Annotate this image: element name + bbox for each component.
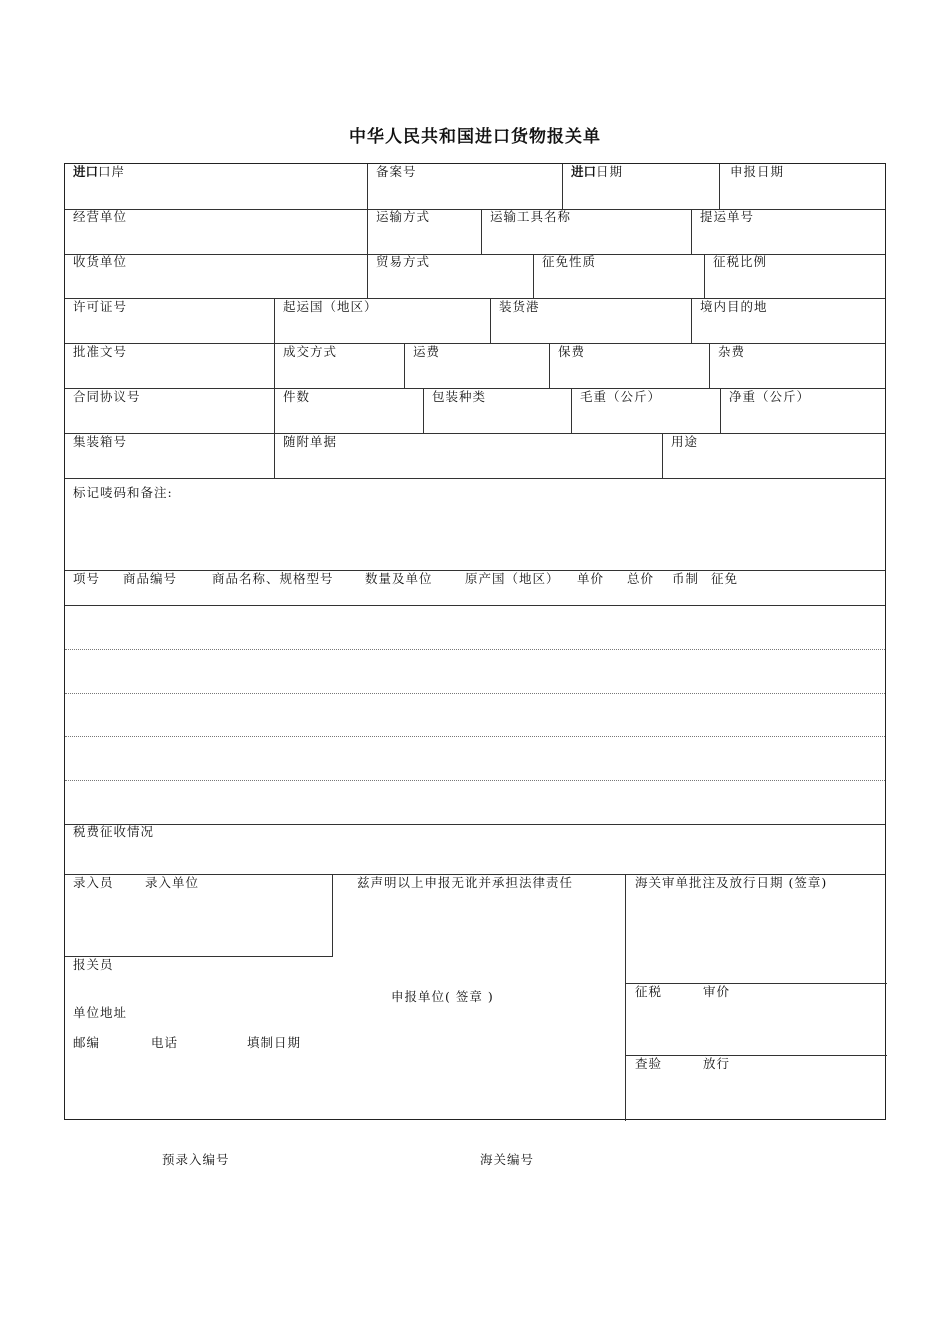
cell-divider <box>274 298 275 343</box>
goods-name-header: 商品名称、规格型号 <box>212 571 334 586</box>
cell-divider <box>367 209 368 254</box>
row-divider <box>65 209 885 210</box>
misc-fee-label: 杂费 <box>718 344 746 359</box>
entry-unit-label: 录入单位 <box>145 875 200 890</box>
destination-label: 境内目的地 <box>700 299 768 314</box>
cell-divider <box>404 343 405 388</box>
levy-nature-label: 征免性质 <box>542 254 597 269</box>
inspection-label: 查验 <box>635 1056 663 1071</box>
customs-no-label: 海关编号 <box>480 1152 535 1167</box>
cell-divider <box>481 209 482 254</box>
freight-label: 运费 <box>413 344 441 359</box>
license-no-label: 许可证号 <box>73 299 128 314</box>
row-divider <box>65 478 885 479</box>
phone-label: 电话 <box>151 1035 179 1050</box>
cell-divider <box>691 298 692 343</box>
purpose-label: 用途 <box>671 434 699 449</box>
cell-divider <box>719 164 720 209</box>
cell-divider <box>490 298 491 343</box>
release-label: 放行 <box>703 1056 731 1071</box>
pre-entry-no-label: 预录入编号 <box>162 1152 230 1167</box>
import-date-label: 进口日期 <box>571 164 624 179</box>
total-price-header: 总价 <box>627 571 655 586</box>
vehicle-name-label: 运输工具名称 <box>490 209 572 224</box>
postcode-label: 邮编 <box>73 1035 101 1050</box>
row-divider <box>65 433 885 434</box>
item-divider <box>65 736 885 737</box>
attached-docs-label: 随附单据 <box>283 434 338 449</box>
transport-mode-label: 运输方式 <box>376 209 431 224</box>
qty-unit-header: 数量及单位 <box>365 571 433 586</box>
import-port-label: 进口口岸 <box>73 164 126 179</box>
price-review-label: 审价 <box>703 984 731 999</box>
cell-divider <box>562 164 563 209</box>
tax-levy-label: 征税 <box>635 984 663 999</box>
approval-no-label: 批准文号 <box>73 344 128 359</box>
cell-divider <box>367 164 368 209</box>
declare-date-label: 申报日期 <box>730 164 785 179</box>
broker-label: 报关员 <box>73 957 114 972</box>
insurance-label: 保费 <box>558 344 586 359</box>
origin-country-label: 起运国（地区） <box>283 299 378 314</box>
cell-divider <box>571 388 572 433</box>
currency-header: 币制 <box>672 571 700 586</box>
record-no-label: 备案号 <box>376 164 417 179</box>
cell-divider <box>691 209 692 254</box>
row-divider <box>65 343 885 344</box>
tax-status-label: 税费征收情况 <box>73 824 155 839</box>
fill-date-label: 填制日期 <box>247 1035 302 1050</box>
customs-declaration-form <box>64 163 886 1120</box>
customs-approval-label: 海关审单批注及放行日期 (签章) <box>635 875 828 890</box>
cell-divider <box>625 983 887 984</box>
unit-address-label: 单位地址 <box>73 1005 128 1020</box>
cell-divider <box>533 254 534 298</box>
row-divider <box>65 605 885 606</box>
entry-clerk-label: 录入员 <box>73 875 114 890</box>
unit-price-header: 单价 <box>577 571 605 586</box>
cell-divider <box>709 343 710 388</box>
cell-divider <box>274 433 275 478</box>
cell-divider <box>332 874 333 956</box>
trade-mode-label: 贸易方式 <box>376 254 431 269</box>
item-divider <box>65 649 885 650</box>
cell-divider <box>367 254 368 298</box>
loading-port-label: 装货港 <box>499 299 540 314</box>
cell-divider <box>704 254 705 298</box>
pieces-label: 件数 <box>283 389 311 404</box>
consignee-label: 收货单位 <box>73 254 128 269</box>
declaring-unit-label: 申报单位( 签章 ) <box>391 989 494 1004</box>
contract-no-label: 合同协议号 <box>73 389 141 404</box>
cell-divider <box>625 1055 887 1056</box>
row-divider <box>65 824 885 825</box>
levy-header: 征免 <box>711 571 739 586</box>
package-type-label: 包装种类 <box>432 389 487 404</box>
cell-divider <box>423 388 424 433</box>
container-no-label: 集装箱号 <box>73 434 128 449</box>
declaration-statement: 兹声明以上申报无讹并承担法律责任 <box>357 875 574 890</box>
cell-divider <box>549 343 550 388</box>
item-divider <box>65 780 885 781</box>
operating-unit-label: 经营单位 <box>73 209 128 224</box>
tax-ratio-label: 征税比例 <box>713 254 768 269</box>
deal-mode-label: 成交方式 <box>283 344 338 359</box>
marks-remarks-label: 标记唛码和备注: <box>73 485 173 500</box>
form-title: 中华人民共和国进口货物报关单 <box>349 127 601 147</box>
cell-divider <box>625 874 626 1121</box>
gross-weight-label: 毛重（公斤） <box>580 389 662 404</box>
origin-header: 原产国（地区） <box>465 571 560 586</box>
net-weight-label: 净重（公斤） <box>729 389 811 404</box>
cell-divider <box>274 388 275 433</box>
cell-divider <box>720 388 721 433</box>
cell-divider <box>662 433 663 478</box>
bill-of-lading-label: 提运单号 <box>700 209 755 224</box>
goods-code-header: 商品编号 <box>123 571 178 586</box>
cell-divider <box>274 343 275 388</box>
item-no-header: 项号 <box>73 571 101 586</box>
item-divider <box>65 693 885 694</box>
